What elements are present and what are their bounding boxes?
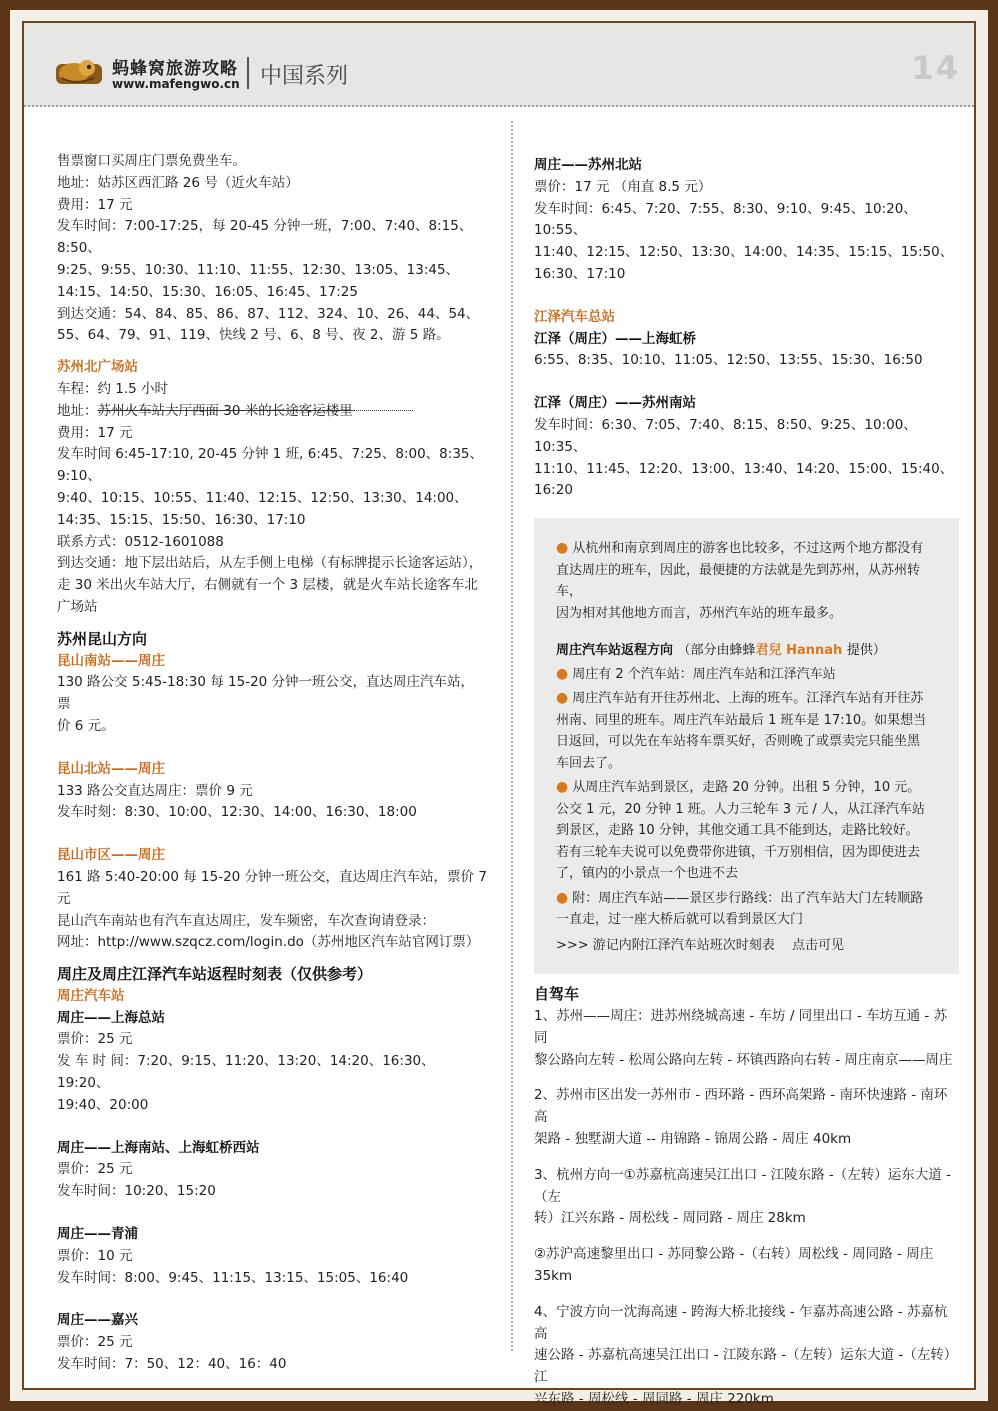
text-line: 广场站 — [57, 598, 98, 615]
header — [24, 23, 974, 107]
address-label: 地址： — [57, 402, 98, 419]
text-line: 速公路 - 苏嘉杭高速吴江出口 - 江陵东路 -（左转）运东大道 -（左转）江 — [534, 1347, 958, 1386]
text-line: 联系方式：0512-1601088 — [57, 533, 224, 550]
text-line: 发车时间：10:20、15:20 — [57, 1183, 216, 1200]
text-line: 2、苏州市区出发一苏州市 - 西环路 - 西环高架路 - 南环快速路 - 南环高 — [534, 1087, 948, 1126]
tip-item — [556, 888, 937, 931]
right-column — [534, 155, 959, 1411]
text-line: 发车时间：7：50、12：40、16：40 — [57, 1356, 287, 1373]
drive-route — [534, 1085, 959, 1150]
kunshan-south-block — [57, 651, 487, 738]
route-title: 江泽（周庄）——苏州南站 — [534, 395, 696, 412]
text-line: 19:40、20:00 — [57, 1096, 149, 1113]
text-line: 16:30、17:10 — [534, 265, 626, 282]
text-line: 价 6 元。 — [57, 717, 115, 734]
tip-line — [556, 664, 937, 686]
section-heading: 苏州昆山方向 — [57, 629, 148, 648]
tip-line — [556, 538, 937, 560]
text-line: 元 — [57, 890, 71, 907]
route-title: 昆山北站——周庄 — [57, 760, 165, 777]
section-heading: 自驾车 — [534, 985, 580, 1004]
text-line: 费用：17 元 — [57, 424, 133, 441]
tip-text: 周庄汽车站有开往苏州北、上海的班车。江泽汽车站有开往苏 — [572, 691, 924, 707]
text-line: 票价：25 元 — [57, 1161, 133, 1178]
address-struck: 苏州火车站大厅西面 30 米的长途客运楼里 — [97, 402, 353, 419]
bullet-dot-icon: ● — [556, 540, 569, 557]
text-line: 票价：10 元 — [57, 1247, 133, 1264]
tip-text: 附：周庄汽车站——景区步行路线：出了汽车站大门左转顺路 — [572, 890, 924, 906]
route-title: 周庄——上海南站、上海虹桥西站 — [57, 1139, 260, 1156]
jiangze-hongqiao-block — [534, 329, 959, 373]
text-line: 发车时间：6:30、7:05、7:40、8:15、8:50、9:25、10:00、10:35、 — [534, 416, 917, 455]
timetable-link[interactable]: >>> 游记内附江泽汽车站班次时刻表 点击可见 — [556, 937, 844, 953]
station-title: 江泽汽车总站 — [534, 308, 615, 325]
text-line: 车程：约 1.5 小时 — [57, 380, 169, 397]
tip-text: 因为相对其他地方而言，苏州汽车站的班车最多。 — [556, 605, 843, 621]
left-column — [57, 151, 487, 1376]
route-title: 周庄——苏州北站 — [534, 157, 642, 173]
tip-text: 从杭州和南京到周庄的游客也比较多，不过这两个地方都没有 — [572, 541, 924, 557]
route-title: 周庄——嘉兴 — [57, 1312, 138, 1329]
dotted-line — [353, 410, 413, 411]
text-line: 票价：25 元 — [57, 1334, 133, 1351]
tip-text: 一直走，过一座大桥后就可以看到景区大门 — [556, 912, 804, 928]
tip-text: 从周庄汽车站到景区，走路 20 分钟。出租 5 分钟，10 元。 — [572, 780, 921, 796]
route-title: 周庄——上海总站 — [57, 1009, 165, 1026]
tip-text: 到景区，走路 10 分钟，其他交通工具不能到达，走路比较好。 — [556, 823, 919, 839]
logo-text: 蚂蜂窝旅游攻略 — [112, 59, 238, 79]
text-line: 14:35、15:15、15:50、16:30、17:10 — [57, 511, 306, 528]
text-line: 地址：姑苏区西汇路 26 号（近火车站） — [57, 174, 299, 191]
tip-text: 直达周庄的班车，因此，最便捷的方法就是先到苏州，从苏州转车， — [556, 562, 921, 600]
kunshan-north-block — [57, 759, 487, 824]
text-line: 发车时间：6:45、7:20、7:55、8:30、9:10、9:45、10:20、10:55、 — [534, 200, 917, 239]
kunshan-city-block — [57, 845, 487, 954]
text-line: 11:40、12:15、12:50、13:30、14:00、14:35、15:15、15:50、 — [534, 244, 954, 261]
text-line: 6:55、8:35、10:10、11:05、12:50、13:55、15:30、16:50 — [534, 352, 923, 369]
tip-text: 车回去了。 — [556, 755, 622, 771]
text-line: 架路 - 独墅湖大道 -- 甪锦路 - 锦周公路 - 周庄 40km — [534, 1130, 852, 1147]
route-title: 周庄——青浦 — [57, 1226, 138, 1243]
tip-line — [556, 888, 937, 910]
text-line: 票价：17 元 （甪直 8.5 元） — [534, 178, 712, 195]
text-line: 161 路 5:40-20:00 每 15-20 分钟一班公交，直达周庄汽车站，票价 7 — [57, 868, 487, 885]
route-title: 昆山市区——周庄 — [57, 847, 165, 864]
tip-line — [556, 777, 937, 799]
text-line: 130 路公交 5:45-18:30 每 15-20 分钟一班公交，直达周庄汽车站，票 — [57, 674, 475, 713]
text-line: 昆山汽车南站也有汽车直达周庄，发车频密，车次查询请登录： — [57, 912, 435, 929]
jiangze-suzhou-south-block — [534, 393, 959, 502]
text-line: 黎公路向左转 - 松周公路向左转 - 环镇西路向右转 - 周庄南京——周庄 — [534, 1051, 953, 1068]
text-line: 9:40、10:15、10:55、11:40、12:15、12:50、13:30、14:00、 — [57, 489, 468, 506]
text-line: 14:15、14:50、15:30、16:05、16:45、17:25 — [57, 283, 358, 300]
page-number: 14 — [911, 49, 960, 87]
station-title: 周庄汽车站 — [57, 987, 125, 1004]
qingpu-block — [57, 1224, 487, 1289]
drive-route — [534, 1165, 959, 1230]
text-line: 兴东路 - 周松线 - 周同路 - 周庄 220km — [534, 1390, 774, 1407]
drive-route — [534, 1302, 959, 1411]
tip-line — [556, 688, 937, 710]
text-line: 16:20 — [534, 482, 573, 499]
text-line: 到达交通：54、84、85、86、87、112、324、10、26、44、54、 — [57, 305, 480, 322]
route-title: 昆山南站——周庄 — [57, 652, 165, 669]
text-line: 转）江兴东路 - 周松线 - 周同路 - 周庄 28km — [534, 1210, 806, 1227]
shanghai-main-block — [57, 1008, 487, 1117]
tip-item — [556, 538, 937, 624]
text-line: 售票窗口买周庄门票免费坐车。 — [57, 153, 246, 169]
drive-route — [534, 1244, 959, 1288]
page — [22, 21, 976, 1407]
jiaxing-block — [57, 1310, 487, 1375]
text-line: 133 路公交直达周庄：票价 9 元 — [57, 782, 253, 799]
mafengwo-logo-icon — [54, 56, 106, 88]
tip-text: 公交 1 元，20 分钟 1 班。人力三轮车 3 元 / 人，从江泽汽车站 — [556, 801, 925, 817]
text-line: 发车时间：8:00、9:45、11:15、13:15、15:05、16:40 — [57, 1269, 409, 1286]
tip-box — [534, 518, 959, 974]
text-line: 走 30 米出火车站大厅，右侧就有一个 3 层楼，就是火车站长途客车北 — [57, 577, 478, 594]
text-line: 11:10、11:45、12:20、13:00、13:40、14:20、15:00、15:40、 — [534, 460, 954, 477]
series-title: 中国系列 — [260, 64, 349, 89]
address-line — [57, 401, 487, 423]
text-line: 9:25、9:55、10:30、11:10、11:55、12:30、13:05、13:45、 — [57, 261, 460, 278]
bullet-dot-icon: ● — [556, 889, 569, 906]
text-line: 发车时间：7:00-17:25，每 20-45 分钟一班，7:00、7:40、8:15、8:50、 — [57, 218, 473, 257]
route-title: 江泽（周庄）——上海虹桥 — [534, 330, 696, 347]
tip-item — [556, 777, 937, 885]
tip-text: 若有三轮车夫说可以免费带你进镇，千万别相信，因为即使进去 — [556, 844, 921, 860]
bullet-dot-icon: ● — [556, 690, 569, 707]
text-line: 3、杭州方向一①苏嘉杭高速吴江出口 - 江陵东路 -（左转）运东大道 -（左 — [534, 1166, 951, 1205]
text-line: 网址：http://www.szqcz.com/login.do（苏州地区汽车站官网订票） — [57, 934, 480, 951]
drive-block — [534, 984, 959, 1411]
subtitle-note: （部分由蜂蜂 — [677, 643, 756, 659]
logo-url: www.mafengwo.cn — [112, 77, 240, 91]
north-square-block — [57, 357, 487, 619]
text-line: 发车时间 6:45-17:10, 20-45 分钟 1 班, 6:45、7:25、8:00、8:35、9:10、 — [57, 446, 484, 485]
column-divider — [511, 121, 513, 1351]
tip-text: 了，镇内的小景点一个也进不去 — [556, 866, 739, 882]
text-line: 费用：17 元 — [57, 196, 133, 213]
suzhou-north-block — [534, 155, 959, 286]
intro-block — [57, 151, 487, 347]
bullet-dot-icon: ● — [556, 779, 569, 796]
text-line: 发 车 时 间：7:20、9:15、11:20、13:20、14:20、16:30、19:20、 — [57, 1053, 435, 1092]
tip-text: 州南、同里的班车。周庄汽车站最后 1 班车是 17:10。如果想当 — [556, 712, 927, 728]
author-name: 君兒 Hannah — [755, 643, 843, 659]
text-line: 发车时刻：8:30、10:00、12:30、14:00、16:30、18:00 — [57, 804, 417, 821]
header-divider — [247, 57, 249, 89]
section-title: 苏州北广场站 — [57, 359, 138, 376]
text-line: 到达交通：地下层出站后，从左手侧上电梯（有标牌提示长途客运站）， — [57, 555, 483, 572]
text-line: ②苏沪高速黎里出口 - 苏同黎公路 -（右转）周松线 - 周同路 - 周庄 — [534, 1246, 934, 1263]
tip-item — [556, 688, 937, 774]
text-line: 4、宁波方向一沈海高速 - 跨海大桥北接线 - 乍嘉苏高速公路 - 苏嘉杭高 — [534, 1303, 948, 1342]
tip-text: 周庄有 2 个汽车站：周庄汽车站和江泽汽车站 — [572, 666, 836, 682]
tip-subtitle — [556, 640, 937, 662]
subtitle-note: 提供） — [846, 643, 886, 659]
bullet-dot-icon: ● — [556, 665, 569, 682]
shanghai-south-block — [57, 1138, 487, 1203]
text-line: 1、苏州——周庄：进苏州绕城高速 - 车坊 / 同里出口 - 车坊互通 - 苏同 — [534, 1007, 948, 1046]
page-frame — [10, 10, 988, 1407]
text-line: 票价：25 元 — [57, 1031, 133, 1048]
section-heading: 周庄及周庄江泽汽车站返程时刻表（仅供参考） — [57, 965, 373, 984]
tip-text: 日返回，可以先在车站将车票买好，否则晚了或票卖完只能坐黑 — [556, 734, 921, 750]
tip-item — [556, 664, 937, 686]
text-line: 55、64、79、91、119、快线 2 号、6、8 号、夜 2、游 5 路。 — [57, 327, 450, 344]
text-line: 35km — [534, 1267, 573, 1284]
subtitle-text: 周庄汽车站返程方向 — [556, 643, 674, 659]
drive-route — [534, 1006, 959, 1071]
